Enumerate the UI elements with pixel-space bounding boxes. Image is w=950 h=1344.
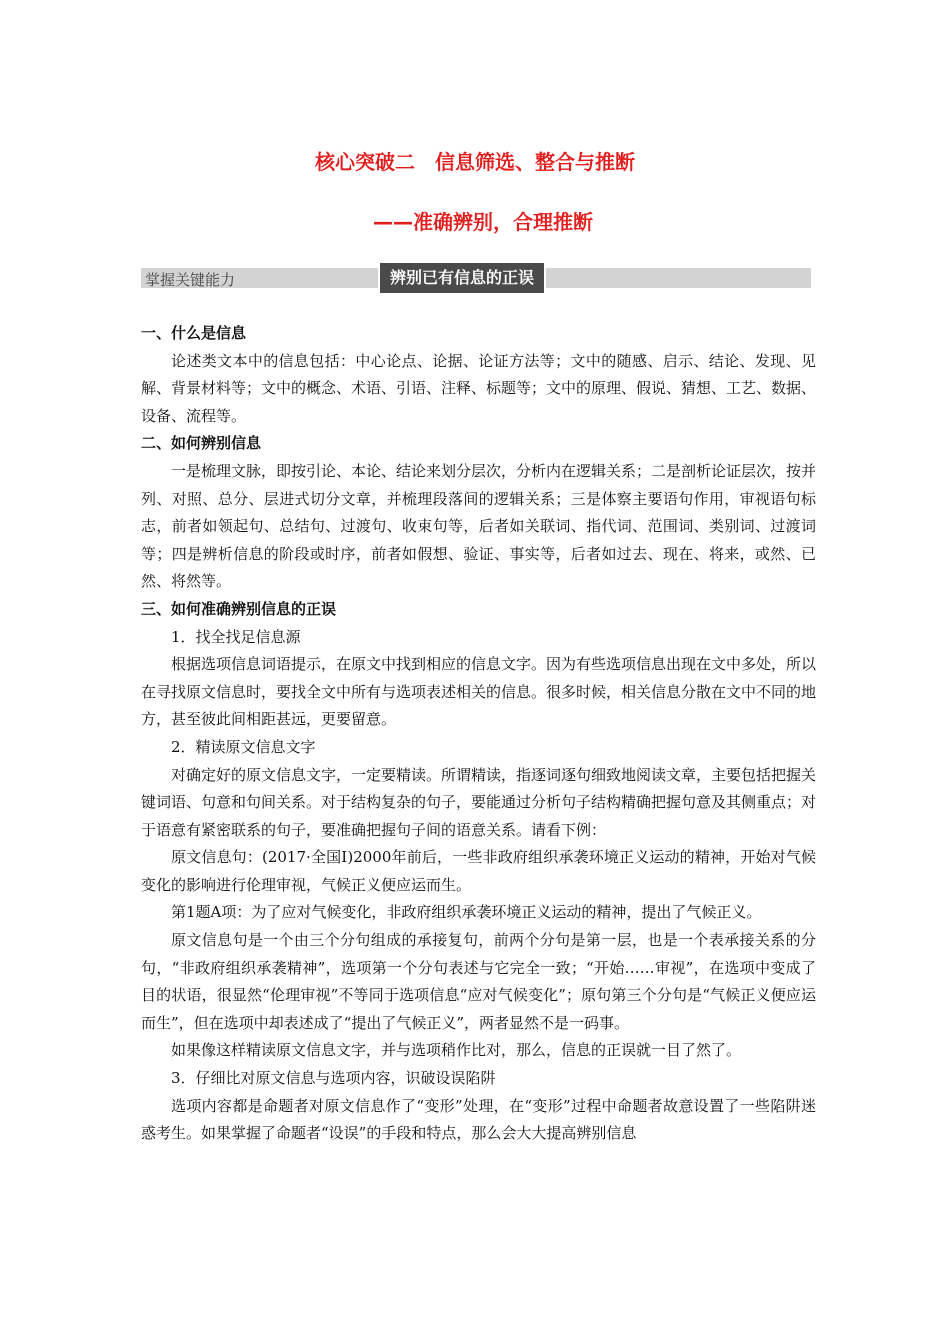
section-heading: 一、什么是信息: [141, 324, 247, 342]
banner-box-label: 辨别已有信息的正误: [378, 261, 546, 295]
body-text: [141, 320, 816, 1148]
banner-left-label: 掌握关键能力: [145, 271, 236, 289]
paragraph: 原文信息句是一个由三个分句组成的承接复句，前两个分句是第一层，也是一个表承接关系的分句，“非政府组织承袭精神”，选项第一个分句表述与它完全一致；“开始……审视”，在选项中变成了目的状语，很显然“伦理审视”不等同于选项信息“应对气候变化”；原句第三个分句是“气候正义便应运而生”，但在选项中却表述成了“提出了气候正义”，两者显然不是一码事。: [141, 931, 816, 1032]
page-subtitle: ——准确辨别，合理推断: [373, 210, 593, 234]
paragraph: 对确定好的原文信息文字，一定要精读。所谓精读，指逐词逐句细致地阅读文章，主要包括把握关键词语、句意和句间关系。对于结构复杂的句子，要能通过分析句子结构精确把握句意及其侧重点；对于语意有紧密联系的句子，要准确把握句子间的语意关系。请看下例：: [141, 765, 817, 839]
paragraph: 第1题A项：为了应对气候变化，非政府组织承袭环境正义运动的精神，提出了气候正义。: [171, 903, 762, 922]
page-title: 核心突破二 信息筛选、整合与推断: [315, 150, 635, 174]
subheading: 2．精读原文信息文字: [171, 737, 316, 756]
paragraph: 根据选项信息词语提示，在原文中找到相应的信息文字。因为有些选项信息出现在文中多处，所以在寻找原文信息时，要找全文中所有与选项表述相关的信息。很多时候，相关信息分散在文中不同的地方，甚至彼此间相距甚远，更要留意。: [141, 655, 817, 729]
paragraph: 论述类文本中的信息包括：中心论点、论据、论证方法等；文中的随感、启示、结论、发现、见解、背景材料等；文中的概念、术语、引语、注释、标题等；文中的原理、假说、猜想、工艺、数据、设备、流程等。: [141, 351, 817, 425]
section-heading: 三、如何准确辨别信息的正误: [141, 599, 337, 618]
subheading: 3．仔细比对原文信息与选项内容，识破设误陷阱: [171, 1069, 496, 1088]
paragraph: 选项内容都是命题者对原文信息作了“变形”处理，在“变形”过程中命题者故意设置了一些陷阱迷惑考生。如果掌握了命题者“设误”的手段和特点，那么会大大提高辨别信息: [141, 1096, 816, 1143]
section-banner: [141, 268, 811, 288]
paragraph: 一是梳理文脉，即按引论、本论、结论来划分层次，分析内在逻辑关系；二是剖析论证层次，按并列、对照、总分、层进式切分文章，并梳理段落间的逻辑关系；三是体察主要语句作用，审视语句标志，前者如领起句、总结句、过渡句、收束句等，后者如关联词、指代词、范围词、类别词、过渡词等；四是辨析信息的阶段或时序，前者如假想、验证、事实等，后者如过去、现在、将来，或然、已然、将然等。: [141, 461, 817, 591]
subheading: 1．找全找足信息源: [171, 627, 301, 646]
paragraph: 原文信息句：(2017·全国Ⅰ)2000年前后，一些非政府组织承袭环境正义运动的精神，开始对气候变化的影响进行伦理审视，气候正义便应运而生。: [141, 848, 816, 894]
paragraph: 如果像这样精读原文信息文字，并与选项稍作比对，那么，信息的正误就一目了然了。: [171, 1041, 742, 1060]
section-heading: 二、如何辨别信息: [141, 434, 262, 453]
